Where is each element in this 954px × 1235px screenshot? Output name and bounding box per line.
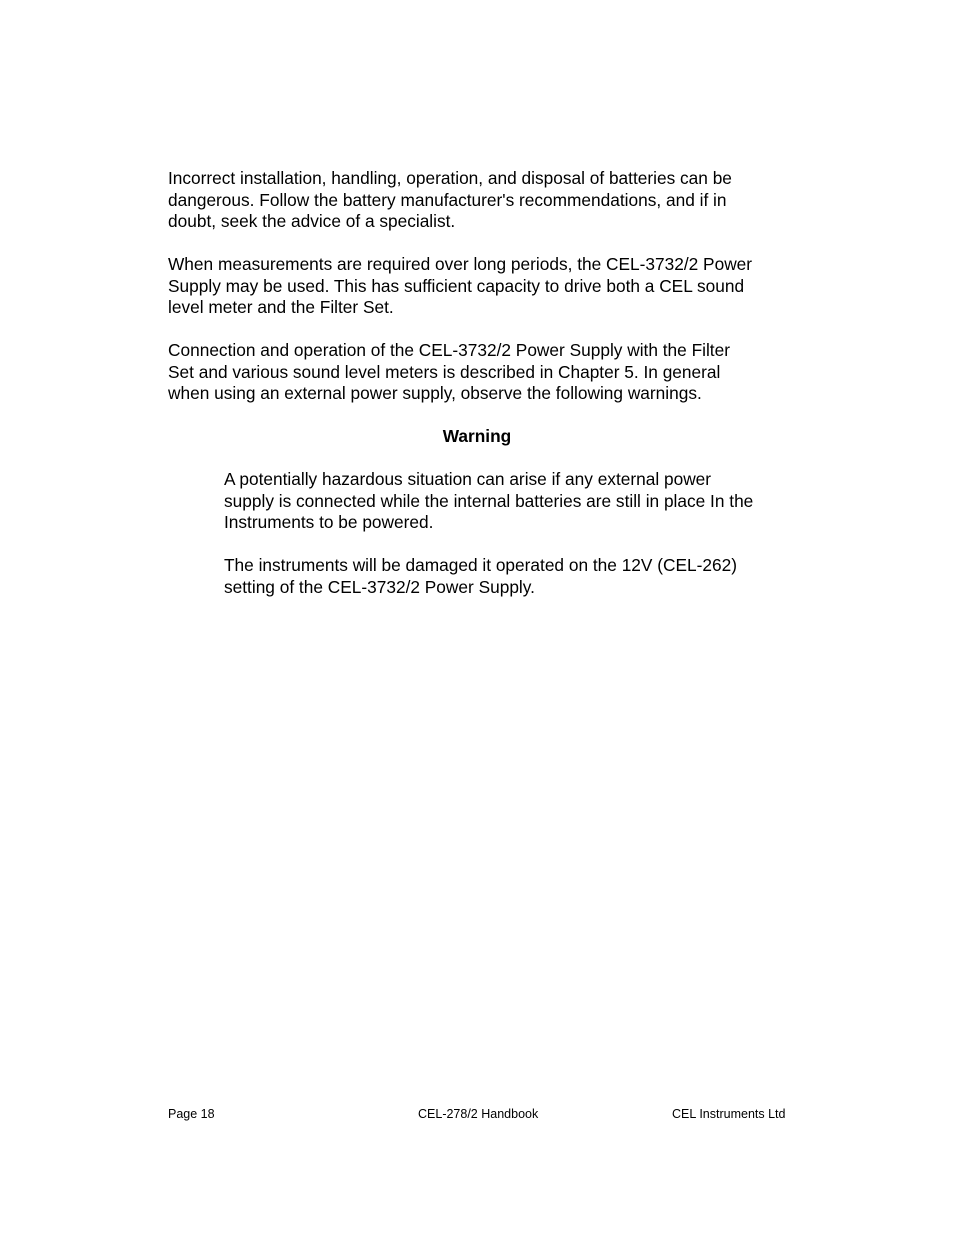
text-line: setting of the CEL-3732/2 Power Supply. [224,576,535,597]
text-line: Connection and operation of the CEL-3732/2 Power Supply with the Filter [168,340,730,360]
footer-company-name: CEL Instruments Ltd [672,1107,786,1121]
text-line: A potentially hazardous situation can arise if any external power [224,469,712,489]
paragraph-power-supply [168,254,788,319]
paragraph-connection [168,340,788,405]
warning-heading: Warning [442,426,512,446]
text-line: Supply may be used. This has sufficient capacity to drive both a CEL sound [168,275,745,296]
text-line: when using an external power supply, observe the following warnings. [168,383,702,403]
paragraph-battery-safety [168,168,788,233]
text-line: The instruments will be damaged it operated on the 12V (CEL-262) [224,555,737,575]
text-line: When measurements are required over long periods, the CEL-3732/2 Power [168,254,753,274]
text-line: level meter and the Filter Set. [168,297,394,317]
text-line: doubt, seek the advice of a specialist. [168,211,456,231]
text-line: Incorrect installation, handling, operation, and disposal of batteries can be [168,168,732,188]
text-line: Set and various sound level meters is described in Chapter 5. In general [168,361,721,382]
text-line: dangerous. Follow the battery manufacturer's recommendations, and if in [168,189,727,210]
warning-item-hazard [224,469,794,534]
text-line: Instruments to be powered. [224,512,434,532]
footer-document-title: CEL-278/2 Handbook [418,1107,539,1121]
warning-item-damage [224,555,794,598]
footer-page-number: Page 18 [168,1107,215,1121]
text-line: supply is connected while the internal batteries are still in place In the [224,490,754,511]
